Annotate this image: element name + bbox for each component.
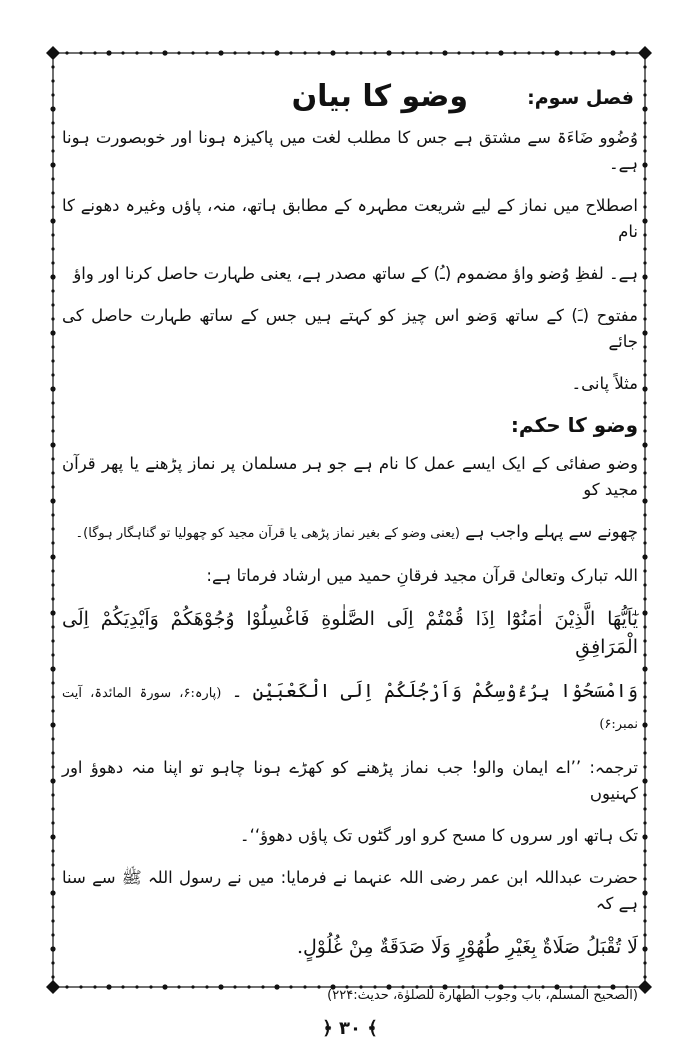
- border-dot: [643, 289, 646, 292]
- border-dot: [51, 429, 54, 432]
- border-dot: [643, 135, 646, 138]
- border-dot: [643, 513, 646, 516]
- border-dot: [51, 527, 54, 530]
- border-dot: [79, 51, 82, 54]
- border-dot: [373, 51, 376, 54]
- border-dot: [643, 975, 646, 978]
- border-dot: [191, 51, 194, 54]
- border-dot: [643, 373, 646, 376]
- border-dot: [51, 583, 54, 586]
- border-dot: [643, 541, 646, 544]
- border-dot: [642, 554, 647, 559]
- border-dot: [513, 51, 516, 54]
- border-dot: [643, 793, 646, 796]
- border-dot: [643, 233, 646, 236]
- border-dot: [643, 583, 646, 586]
- border-dot: [51, 317, 54, 320]
- border-dot: [643, 919, 646, 922]
- paragraph-line: وُضُوو ضَاءَۃ سے مشتق ہے جس کا مطلب لغت میں پاکیزہ ہونا اور خوبصورت ہونا ہے۔: [62, 128, 638, 173]
- border-dot: [317, 51, 320, 54]
- border-dot: [51, 373, 54, 376]
- subheading: وضو کا حکم:: [510, 413, 638, 437]
- border-dot: [51, 877, 54, 880]
- border-dot: [643, 709, 646, 712]
- border-dot: [442, 50, 447, 55]
- border-dot: [643, 961, 646, 964]
- border-dot: [50, 722, 55, 727]
- border-dot: [643, 471, 646, 474]
- border-dot: [643, 79, 646, 82]
- paragraph-line: اصطلاح میں نماز کے لیے شریعت مطہرہ کے مطابق ہاتھ، منہ، پاؤں وغیرہ دھونے کا نام: [62, 196, 638, 241]
- border-dot: [233, 51, 236, 54]
- border-dot: [643, 359, 646, 362]
- border-dot: [51, 751, 54, 754]
- border-dot: [643, 765, 646, 768]
- border-dot: [51, 793, 54, 796]
- quran-intro: اللہ تبارک وتعالیٰ قرآن مجید فرقانِ حمید میں ارشاد فرماتا ہے:: [206, 566, 638, 585]
- border-dot: [51, 303, 54, 306]
- border-dot: [51, 863, 54, 866]
- border-corner-ornament: [638, 980, 652, 994]
- border-dot: [51, 807, 54, 810]
- border-dot: [642, 722, 647, 727]
- border-dot: [50, 218, 55, 223]
- translation-line: ترجمہ: ’’اے ایمان والو! جب نماز پڑھنے کو کھڑے ہونا چاہو تو اپنا منہ دھوؤ اور کہنیوں: [62, 758, 638, 803]
- quran-verse-text: وَامْسَحُوْا بِرُءُوْسِكُمْ وَاَرْجُلَكُمْ اِلَى الْكَعْبَيْنِ ۔: [231, 680, 638, 702]
- border-dot: [642, 162, 647, 167]
- border-dot: [51, 65, 54, 68]
- border-dot: [642, 274, 647, 279]
- border-dot: [643, 933, 646, 936]
- border-dot: [625, 51, 628, 54]
- border-dot: [50, 554, 55, 559]
- border-dot: [289, 51, 292, 54]
- border-dot: [51, 401, 54, 404]
- border-dot: [643, 905, 646, 908]
- border-dot: [597, 51, 600, 54]
- border-dot: [643, 303, 646, 306]
- hadith-intro: حضرت عبداللہ ابن عمر رضی اللہ عنہما نے فرمایا: میں نے رسول اللہ ﷺ سے سنا ہے کہ: [62, 868, 638, 913]
- border-dot: [50, 498, 55, 503]
- border-dot: [205, 51, 208, 54]
- border-dot: [51, 135, 54, 138]
- border-dot: [642, 890, 647, 895]
- border-dot: [93, 51, 96, 54]
- border-dot: [51, 639, 54, 642]
- page-content: [62, 75, 638, 1003]
- border-dot: [610, 50, 615, 55]
- border-dot: [642, 106, 647, 111]
- border-dot: [643, 821, 646, 824]
- border-dot: [51, 247, 54, 250]
- border-dot: [643, 415, 646, 418]
- border-dot: [643, 205, 646, 208]
- border-dot: [642, 442, 647, 447]
- border-dot: [50, 610, 55, 615]
- border-dot: [50, 386, 55, 391]
- border-dot: [643, 849, 646, 852]
- border-dot: [643, 863, 646, 866]
- border-dot: [65, 51, 68, 54]
- border-dot: [51, 681, 54, 684]
- border-dot: [643, 737, 646, 740]
- border-dot: [51, 933, 54, 936]
- quran-verse-line-2: [62, 677, 638, 739]
- border-dot: [51, 345, 54, 348]
- quran-verse-line: يٰٓاَيُّهَا الَّذِيْنَ اٰمَنُوْٓا اِذَا قُمْتُمْ اِلَى الصَّلٰوةِ فَاغْسِلُوْا وُجُوْهَكُمْ وَاَيْدِيَكُمْ اِلَى الْمَرَافِقِ: [62, 608, 638, 658]
- border-dot: [643, 261, 646, 264]
- border-corner-ornament: [638, 46, 652, 60]
- border-dot: [569, 51, 572, 54]
- border-dot: [50, 162, 55, 167]
- border-dot: [643, 345, 646, 348]
- border-dot: [51, 93, 54, 96]
- border-dot: [643, 149, 646, 152]
- border-dot: [643, 625, 646, 628]
- border-dot: [642, 666, 647, 671]
- page-number: ﴿ ۳۰ ﴾: [322, 1018, 378, 1039]
- section-label: فصل سوم:: [527, 87, 634, 109]
- border-dot: [642, 778, 647, 783]
- border-dot: [642, 218, 647, 223]
- border-dot: [303, 51, 306, 54]
- border-dot: [643, 569, 646, 572]
- border-dot: [643, 751, 646, 754]
- border-dot: [643, 877, 646, 880]
- border-dot: [485, 51, 488, 54]
- border-dot: [51, 205, 54, 208]
- border-dot: [51, 457, 54, 460]
- border-dot: [51, 541, 54, 544]
- border-dot: [50, 442, 55, 447]
- border-dot: [643, 653, 646, 656]
- border-dot: [642, 946, 647, 951]
- border-dot: [359, 51, 362, 54]
- border-dot: [50, 274, 55, 279]
- border-dot: [643, 177, 646, 180]
- paragraph-line: ہے۔ لفظِ وُضو واؤ مضموم (ـُ) کے ساتھ مصدر ہے، یعنی طہارت حاصل کرنا اور واؤ: [73, 264, 638, 283]
- border-dot: [274, 50, 279, 55]
- border-dot: [643, 247, 646, 250]
- border-dot: [162, 50, 167, 55]
- border-dot: [51, 919, 54, 922]
- border-dot: [643, 429, 646, 432]
- border-dot: [51, 121, 54, 124]
- border-dot: [51, 471, 54, 474]
- border-dot: [106, 50, 111, 55]
- border-dot: [642, 834, 647, 839]
- border-dot: [51, 695, 54, 698]
- border-dot: [51, 569, 54, 572]
- border-dot: [50, 890, 55, 895]
- border-dot: [51, 597, 54, 600]
- paragraph-line: مثلاً پانی۔: [571, 374, 638, 393]
- border-dot: [50, 106, 55, 111]
- border-dot: [51, 79, 54, 82]
- translation-line: تک ہاتھ اور سروں کا مسح کرو اور گٹوں تک پاؤں دھوؤ‘‘۔: [239, 826, 638, 845]
- border-dot: [51, 289, 54, 292]
- border-dot: [643, 191, 646, 194]
- border-dot: [51, 149, 54, 152]
- border-dot: [386, 50, 391, 55]
- hukm-line-2: [62, 519, 638, 547]
- border-dot: [177, 51, 180, 54]
- border-dot: [135, 51, 138, 54]
- border-corner-ornament: [46, 46, 60, 60]
- border-dot: [527, 51, 530, 54]
- border-dot: [643, 65, 646, 68]
- border-dot: [541, 51, 544, 54]
- border-dot: [50, 778, 55, 783]
- border-dot: [51, 737, 54, 740]
- border-dot: [642, 386, 647, 391]
- border-dot: [51, 625, 54, 628]
- border-dot: [121, 51, 124, 54]
- hadith-arabic: لَا تُقْبَلُ صَلَاةٌ بِغَيْرِ طُهُوْرٍ وَلَا صَدَقَةٌ مِنْ غُلُوْلٍ.: [296, 936, 638, 958]
- border-dot: [247, 51, 250, 54]
- border-dot: [643, 457, 646, 460]
- border-corner-ornament: [46, 980, 60, 994]
- paragraph-line: مفتوح (ـَ) کے ساتھ وَضو اس چیز کو کہتے ہیں جس کے ساتھ طہارت حاصل کی جائے: [62, 306, 638, 351]
- border-dot: [51, 653, 54, 656]
- border-dot: [50, 834, 55, 839]
- border-dot: [642, 498, 647, 503]
- border-dot: [643, 807, 646, 810]
- border-dot: [50, 330, 55, 335]
- border-dot: [51, 765, 54, 768]
- border-dot: [643, 93, 646, 96]
- border-dot: [51, 485, 54, 488]
- border-dot: [51, 415, 54, 418]
- border-dot: [330, 50, 335, 55]
- border-dot: [51, 821, 54, 824]
- page-title: وضو کا بیان: [291, 79, 468, 114]
- border-dot: [401, 51, 404, 54]
- border-dot: [642, 610, 647, 615]
- border-dot: [51, 961, 54, 964]
- border-dot: [471, 51, 474, 54]
- border-dot: [554, 50, 559, 55]
- border-dot: [51, 975, 54, 978]
- border-dot: [51, 233, 54, 236]
- border-dot: [643, 527, 646, 530]
- hukm-note: (یعنی وضو کے بغیر نماز پڑھی یا قرآن مجید کو چھولیا تو گناہگار ہوگا)۔: [75, 526, 460, 541]
- border-dot: [51, 849, 54, 852]
- border-dot: [643, 485, 646, 488]
- border-dot: [643, 317, 646, 320]
- border-dot: [429, 51, 432, 54]
- border-dot: [51, 709, 54, 712]
- border-dot: [50, 946, 55, 951]
- border-dot: [218, 50, 223, 55]
- border-dot: [643, 121, 646, 124]
- border-dot: [583, 51, 586, 54]
- border-dot: [51, 359, 54, 362]
- border-dot: [498, 50, 503, 55]
- border-dot: [51, 261, 54, 264]
- border-dot: [50, 666, 55, 671]
- border-dot: [643, 681, 646, 684]
- hukm-line: وضو صفائی کے ایک ایسے عمل کا نام ہے جو ہر مسلمان پر نماز پڑھنے یا پھر قرآن مجید کو: [62, 454, 638, 499]
- border-dot: [415, 51, 418, 54]
- border-dot: [345, 51, 348, 54]
- border-dot: [643, 597, 646, 600]
- border-dot: [51, 177, 54, 180]
- border-dot: [149, 51, 152, 54]
- quran-reference: (پارہ:۶، سورۃ المائدۃ، آیت نمبر:۶): [62, 686, 638, 732]
- border-dot: [261, 51, 264, 54]
- border-dot: [51, 905, 54, 908]
- hukm-main-text: چھونے سے پہلے واجب ہے: [465, 522, 638, 541]
- border-dot: [51, 513, 54, 516]
- border-dot: [457, 51, 460, 54]
- border-dot: [643, 695, 646, 698]
- border-dot: [643, 401, 646, 404]
- border-dot: [643, 639, 646, 642]
- hadith-reference: (الصحیح المسلم، باب وجوب الطهارة للصلوٰة، حدیث:۲۲۴): [327, 988, 638, 1003]
- border-dot: [51, 191, 54, 194]
- border-dot: [642, 330, 647, 335]
- heading-row: [62, 75, 638, 125]
